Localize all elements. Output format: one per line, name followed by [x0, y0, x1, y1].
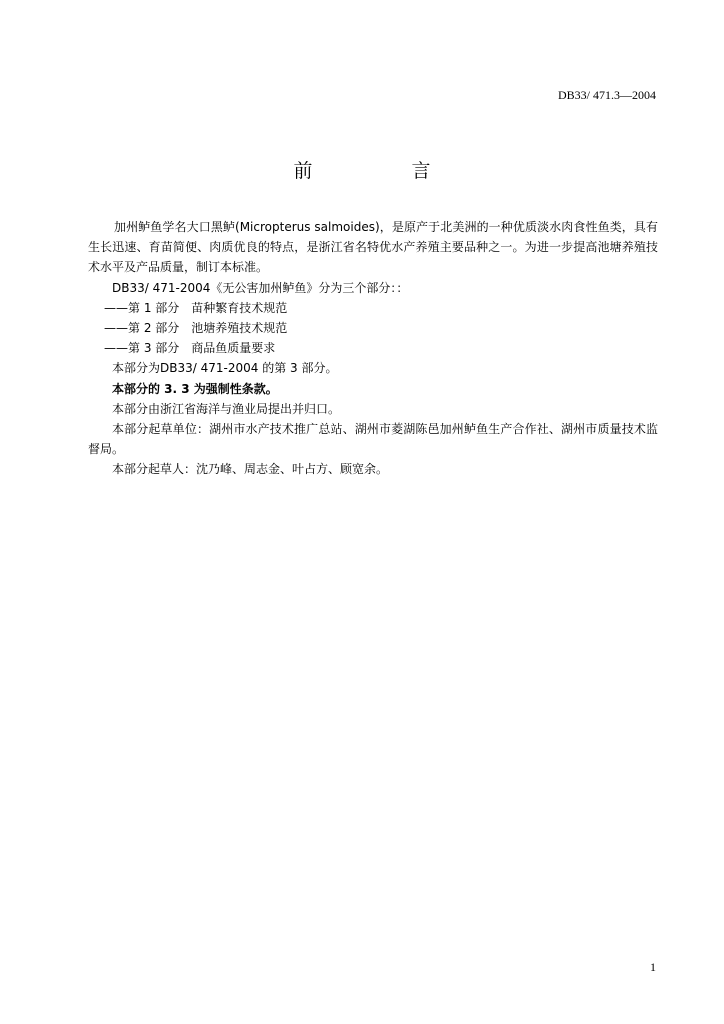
part-statement-paragraph: 本部分为DB33/ 471-2004 的第 3 部分。: [112, 361, 338, 376]
proposer-paragraph: 本部分由浙江省海洋与渔业局提出并归口。: [112, 401, 341, 416]
part-list-item: ——第 1 部分 苗种繁育技术规范: [104, 300, 288, 315]
drafters-paragraph: 本部分起草人：沈乃峰、周志金、叶占方、顾宽余。: [112, 462, 389, 477]
part-list-item: ——第 3 部分 商品鱼质量要求: [104, 341, 276, 356]
standard-number: DB33/ 471.3—2004: [557, 88, 656, 102]
page-number: 1: [650, 960, 656, 974]
parts-intro-paragraph: DB33/ 471-2004《无公害加州鲈鱼》分为三个部分：：: [112, 280, 409, 295]
part-list-item: ——第 2 部分 池塘养殖技术规范: [104, 321, 288, 336]
intro-paragraph: 加州鲈鱼学名大口黑鲈(Micropterus salmoides)，是原产于北美洲的一种优质淡水肉食性鱼类，具有生长迅速、育苗简便、肉质优良的特点，是浙江省名特优水产养殖主要品种之一。为进一步提高池塘养殖技术水平及产品质量，制订本标准。: [88, 220, 658, 275]
drafting-units-paragraph: 本部分起草单位：湖州市水产技术推广总站、湖州市菱湖陈邑加州鲈鱼生产合作社、湖州市质量技术监督局。: [88, 422, 658, 457]
page-title: 前 言: [293, 160, 471, 182]
mandatory-clause-paragraph: 本部分的 3. 3 为强制性条款。: [112, 381, 278, 396]
foreword-body: [88, 217, 658, 480]
